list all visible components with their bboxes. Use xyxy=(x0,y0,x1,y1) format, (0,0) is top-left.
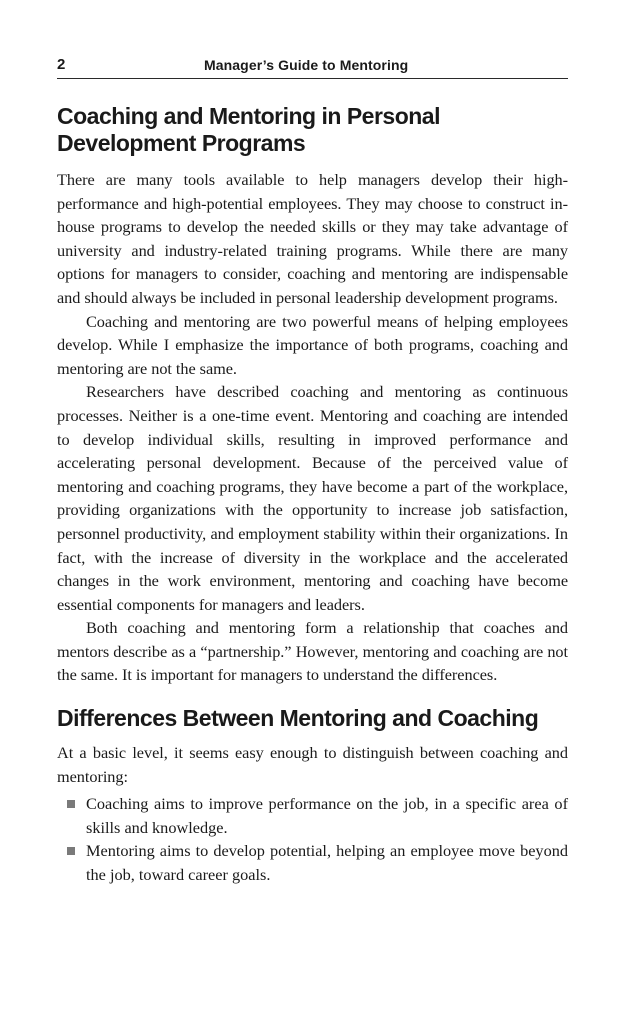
list-item-text: Mentoring aims to develop potential, helping an employee move beyond the job, toward career goals. xyxy=(86,841,568,885)
book-page xyxy=(57,52,568,887)
list-item xyxy=(57,792,568,839)
section-heading-differences: Differences Between Mentoring and Coaching xyxy=(57,705,539,732)
running-header xyxy=(57,52,568,79)
page-number: 2 xyxy=(57,56,66,73)
body-paragraph: Researchers have described coaching and mentoring as continuous processes. Neither is a one-time event. Mentoring and coaching are intended to develop individual skills, resulting in improved performance and accelerating personal development. Because of the perceived value of mentoring and coaching programs, they have become a part of the workplace, providing organizations with the opportunity to increase job satisfaction, personnel productivity, and employment stability within their organizations. In fact, with the increase of diversity in the workplace and the accelerated changes in the work environment, mentoring and coaching have become essential components for managers and leaders. xyxy=(57,382,568,614)
body-paragraph: Both coaching and mentoring form a relationship that coaches and mentors describe as a “partnership.” However, mentoring and coaching are not the same. It is important for managers to understand the differences. xyxy=(57,618,568,685)
bullet-list xyxy=(57,792,568,886)
intro-paragraph: At a basic level, it seems easy enough to distinguish between coaching and mentoring: xyxy=(57,743,568,786)
section-heading-coaching-mentoring xyxy=(57,103,568,157)
body-paragraph: There are many tools available to help managers develop their high-performance and high-potential employees. They may choose to construct in-house programs to develop the needed skills or they may take advantage of university and industry-related training programs. While there are many options for managers to consider, coaching and mentoring are indispensable and should always be included in personal leadership development programs. xyxy=(57,170,568,307)
list-item-text: Coaching aims to improve performance on the job, in a specific area of skills and knowledge. xyxy=(86,794,568,837)
square-bullet-icon xyxy=(67,847,75,855)
list-item xyxy=(57,839,568,886)
square-bullet-icon xyxy=(67,800,75,808)
body-paragraph: Coaching and mentoring are two powerful means of helping employees develop. While I emphasize the importance of both programs, coaching and mentoring are not the same. xyxy=(57,311,568,378)
heading-line: Coaching and Mentoring in Personal xyxy=(57,103,440,129)
heading-line: Development Programs xyxy=(57,130,306,156)
running-title: Manager’s Guide to Mentoring xyxy=(204,57,409,73)
